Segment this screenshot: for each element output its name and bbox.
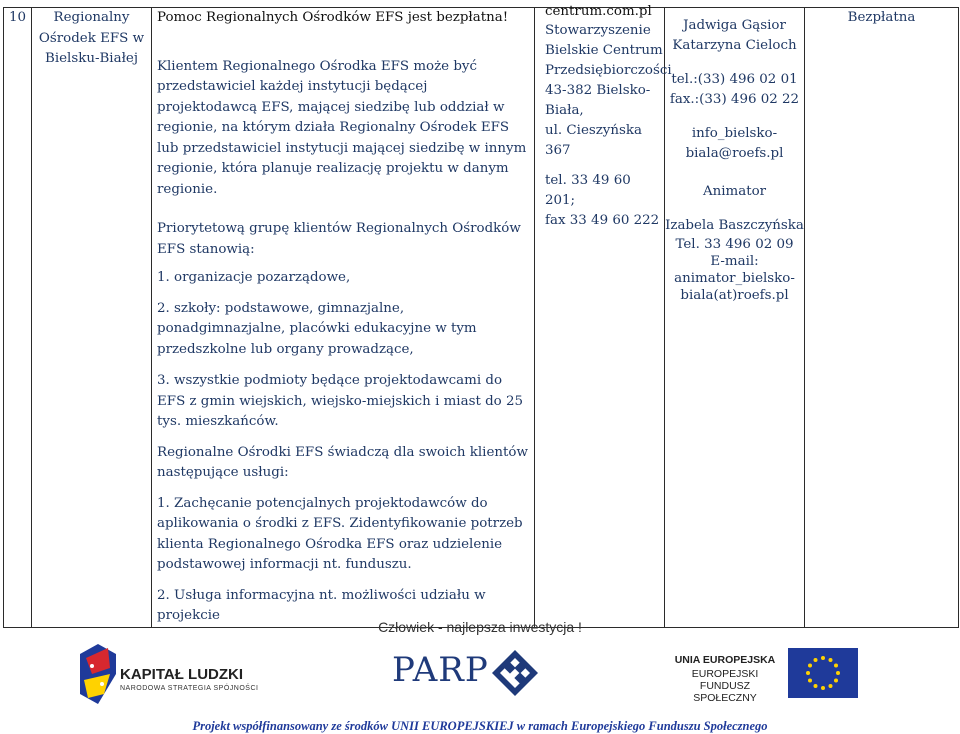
eu-line-3: FUNDUSZ SPOŁECZNY: [693, 680, 757, 704]
phone: tel. 33 49 60 201;: [545, 173, 631, 208]
list-item: 1. organizacje pozarządowe,: [157, 270, 351, 285]
cost-cell: Bezpłatna: [805, 8, 959, 628]
address-line: Bielskie Centrum: [545, 43, 663, 58]
address-line: 43-382 Bielsko-: [545, 83, 651, 98]
parp-logo: [392, 648, 542, 704]
address-line: Przedsiębiorczości: [545, 63, 672, 78]
description-cell: [152, 8, 535, 628]
contact-email: biala@roefs.pl: [685, 146, 784, 161]
animator-email-label: E-mail:: [710, 254, 759, 269]
parp-wordmark: PARP: [392, 650, 489, 690]
animator-name: Izabela Baszczyńska: [665, 218, 804, 233]
contacts-cell: [665, 8, 805, 628]
list-item: 2. szkoły: podstawowe, gimnazjalne, ponadgimnazjalne, placówki edukacyjne w tym przedszkolne lub organy prowadzące,: [157, 300, 477, 357]
animator-tel: Tel. 33 496 02 09: [675, 237, 794, 252]
table-row: [4, 8, 959, 628]
contact-email: info_bielsko-: [691, 126, 778, 141]
institutions-table: [3, 4, 959, 628]
eu-flag-icon: [788, 648, 858, 698]
list-item: 2. Usługa informacyjna nt. możliwości udziału w projekcie: [157, 587, 486, 623]
animator-email: biala(at)roefs.pl: [680, 288, 789, 303]
address-cell: [535, 4, 672, 628]
cofinancing-note: Projekt współfinansowany ze środków UNII EUROPEJSKIEJ w ramach Europejskiego Funduszu Społecznego: [192, 719, 768, 733]
kapital-ludzki-logo: [80, 644, 260, 704]
animator-role: Animator: [702, 184, 767, 199]
animator-email: animator_bielsko-: [674, 271, 795, 286]
address-line: ul. Cieszyńska 367: [545, 123, 642, 158]
client-definition: Klientem Regionalnego Ośrodka EFS może być przedstawiciel każdej instytucji będącej projektodawcą EFS, mającej siedzibę lub oddział w regionie, na którym działa Regionalny Ośrodek EFS lub przedstawiciel instytucji mającej siedzibę w innym regionie, która planuje realizację projektu w danym regionie.: [157, 58, 527, 197]
intro-text: Pomoc Regionalnych Ośrodków EFS jest bezpłatna!: [157, 10, 509, 25]
eu-line-2: EUROPEJSKI: [691, 668, 759, 680]
parp-diamond-icon: [492, 650, 538, 696]
eu-logo: [670, 648, 870, 704]
priority-header: Priorytetową grupę klientów Regionalnych Ośrodków EFS stanowią:: [157, 221, 521, 257]
contact-fax: fax.:(33) 496 02 22: [669, 92, 800, 107]
kapital-ludzki-title: KAPITAŁ LUDZKI: [120, 666, 244, 683]
kapital-ludzki-subtitle: NARODOWA STRATEGIA SPÓJNOŚCI: [120, 685, 259, 692]
contact-tel: tel.:(33) 496 02 01: [671, 72, 798, 87]
list-item: 1. Zachęcanie potencjalnych projektodawców do aplikowania o środki z EFS. Zidentyfikowanie potrzeb klienta Regionalnego Ośrodka EFS oraz udzielenie podstawowej informacji nt. funduszu.: [157, 495, 523, 572]
list-item: 3. wszystkie podmioty będące projektodawcami do EFS z gmin wiejskich, wiejsko-miejskich i miast do 25 tys. mieszkańców.: [157, 373, 524, 429]
fax: fax 33 49 60 222: [545, 213, 660, 228]
eu-line-1: UNIA EUROPEJSKA: [674, 654, 776, 666]
address-line: Biała,: [545, 103, 584, 118]
address-line: Stowarzyszenie: [545, 23, 651, 38]
footer-slogan: Człowiek - najlepsza inwestycja !: [378, 619, 582, 635]
contact-name: Katarzyna Cieloch: [672, 38, 797, 53]
row-number: 10: [4, 8, 32, 628]
organization-name: Regionalny Ośrodek EFS w Bielsku-Białej: [32, 8, 152, 628]
contact-name: Jadwiga Gąsior: [683, 18, 786, 33]
address-url-fragment: centrum.com.pl: [545, 4, 652, 19]
services-header: Regionalne Ośrodki EFS świadczą dla swoich klientów następujące usługi:: [157, 444, 528, 480]
kapital-ludzki-emblem-icon: [80, 644, 116, 704]
